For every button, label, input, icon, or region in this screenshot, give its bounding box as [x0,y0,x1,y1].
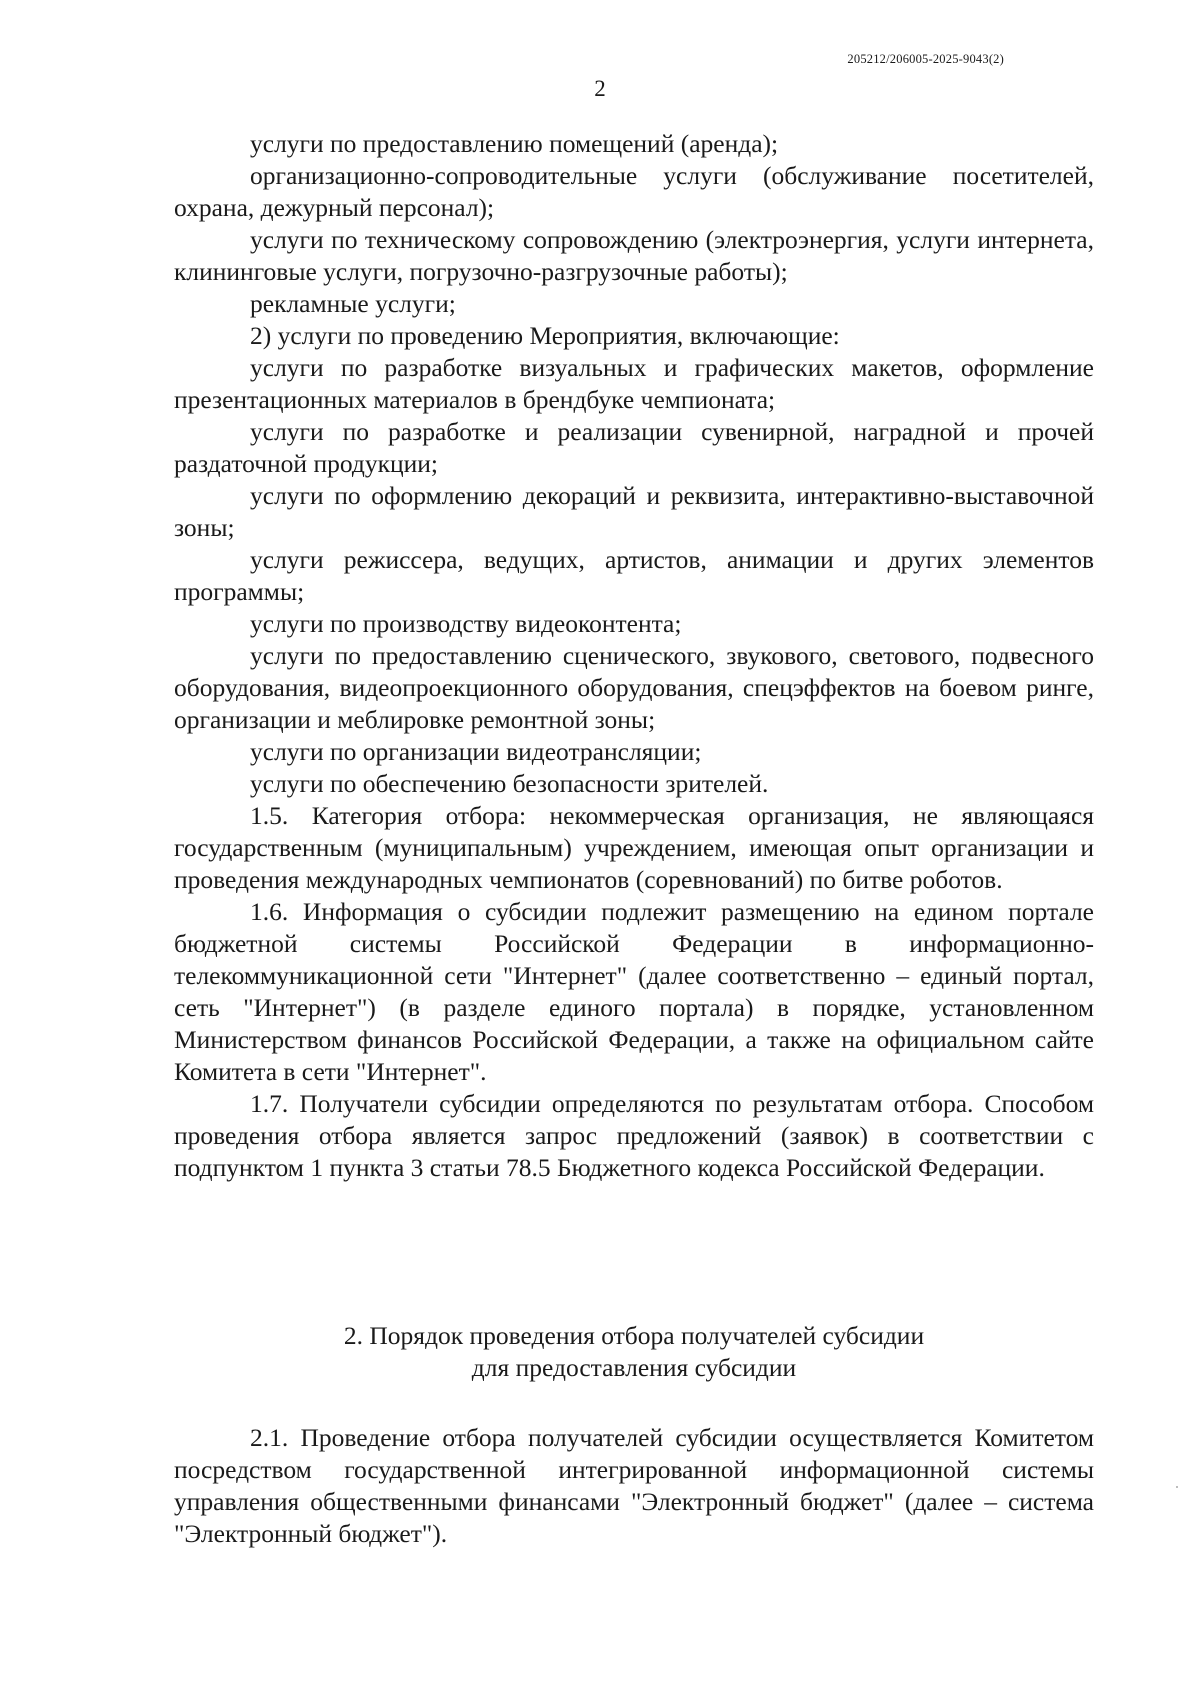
body-text [174,128,1094,1184]
section-2-heading [174,1320,1094,1384]
paragraph-decorations: услуги по оформлению декораций и реквизита, интерактивно-выставочной зоны; [174,481,1094,542]
paragraph-souvenirs: услуги по разработке и реализации сувенирной, наградной и прочей раздаточной продукции; [174,417,1094,478]
paragraph-1-6: 1.6. Информация о субсидии подлежит размещению на едином портале бюджетной системы Российской Федерации в информационно-телекоммуникационной сети "Интернет" (далее соответственно – единый портал, сеть "Интернет") (в разделе единого портала) в порядке, установленном Министерством финансов Российской Федерации, а также на официальном сайте Комитета в сети "Интернет". [174,897,1094,1086]
section-2-heading-line-1: 2. Порядок проведения отбора получателей субсидии [343,1321,925,1350]
paragraph-support-services: организационно-сопроводительные услуги (обслуживание посетителей, охрана, дежурный персонал); [174,161,1094,222]
paragraph-video-broadcast: услуги по организации видеотрансляции; [250,737,702,766]
paragraph-2-1: 2.1. Проведение отбора получателей субсидии осуществляется Комитетом посредством государственной интегрированной информационной системы управления общественными финансами "Электронный бюджет" (далее – система "Электронный бюджет"). [174,1423,1094,1548]
paragraph-1-5: 1.5. Категория отбора: некоммерческая организация, не являющаяся государственным (муниципальным) учреждением, имеющая опыт организации и проведения международных чемпионатов (соревнований) по битве роботов. [174,801,1094,894]
paragraph-visual-layouts: услуги по разработке визуальных и графических макетов, оформление презентационных материалов в брендбуке чемпионата; [174,353,1094,414]
document-id: 205212/206005-2025-9043(2) [847,52,1004,66]
page-number: 2 [594,76,606,101]
paragraph-advertising: рекламные услуги; [250,289,456,318]
paragraph-1-7: 1.7. Получатели субсидии определяются по результатам отбора. Способом проведения отбора является запрос предложений (заявок) в соответствии с подпунктом 1 пункта 3 статьи 78.5 Бюджетного кодекса Российской Федерации. [174,1089,1094,1182]
section-2-body [174,1422,1094,1550]
paragraph-event-services-intro: 2) услуги по проведению Мероприятия, включающие: [250,321,840,350]
paragraph-director-hosts: услуги режиссера, ведущих, артистов, анимации и других элементов программы; [174,545,1094,606]
section-2-heading-line-2: для предоставления субсидии [471,1353,797,1382]
paragraph-video-content: услуги по производству видеоконтента; [250,609,682,638]
scan-artifact [1176,1486,1178,1488]
paragraph-technical-support: услуги по техническому сопровождению (электроэнергия, услуги интернета, клининговые услуги, погрузочно-разгрузочные работы); [174,225,1094,286]
paragraph-premises-rental: услуги по предоставлению помещений (аренда); [250,129,779,158]
paragraph-stage-equipment: услуги по предоставлению сценического, звукового, светового, подвесного оборудования, видеопроекционного оборудования, спецэффектов на боевом ринге, организации и меблировке ремонтной зоны; [174,641,1094,734]
paragraph-security: услуги по обеспечению безопасности зрителей. [250,769,769,798]
